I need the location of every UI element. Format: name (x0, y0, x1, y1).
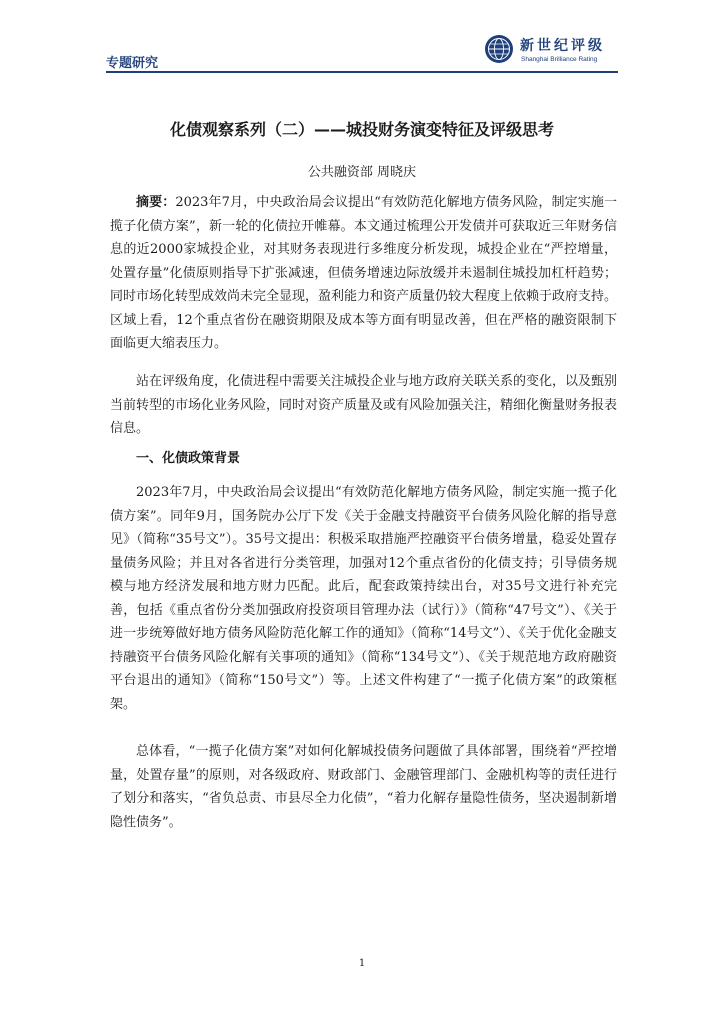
logo-chinese-name: 新世纪评级 (520, 38, 605, 54)
section-heading: 一、化债政策背景 (136, 451, 241, 466)
page-number: 1 (358, 958, 366, 969)
header-divider (106, 71, 618, 73)
brand-logo (484, 32, 612, 66)
abstract-text: 2023年7月，中央政治局会议提出“有效防范化解地方债务风险，制定实施一揽子化债方案”，新一轮的化债拉开帷幕。本文通过梳理公开发债并可获取近三年财务信息的近2000家城投企业，对其财务表现进行多维度分析发现，城投企业在“严控增量，处置存量”化债原则指导下扩张减速，但债务增速边际放缓并未遏制住城投加杠杆趋势；同时市场化转型成效尚未完全显现，盈利能力和资产质量仍较大程度上依赖于政府支持。区域上看，12个重点省份在融资期限及成本等方面有明显改善，但在严格的融资限制下面临更大缩表压力。 (110, 195, 618, 351)
page-header (106, 30, 618, 72)
article-title: 化债观察系列（二）——城投财务演变特征及评级思考 (169, 120, 554, 139)
abstract-label: 摘要： (136, 195, 176, 210)
author-line: 公共融资部 周晓庆 (307, 165, 417, 180)
rating-view-paragraph: 站在评级角度，化债进程中需要关注城投企业与地方政府关联关系的变化，以及甄别当前转型的市场化业务风险，同时对资产质量及或有风险加强关注，精细化衡量财务报表信息。 (110, 374, 618, 436)
abstract-paragraph (110, 191, 617, 356)
globe-emblem-icon (484, 34, 514, 64)
policy-paragraph-2: 总体看，“一揽子化债方案”对如何化解城投债务问题做了具体部署，围绕着“严控增量，处置存量”的原则，对各级政府、财政部门、金融管理部门、金融机构等的责任进行了划分和落实，“省负总责、市县尽全力化债”，“着力化解存量隐性债务，坚决遏制新增隐性债务”。 (110, 744, 617, 830)
logo-english-name: Shanghai Brilliance Rating (521, 56, 598, 63)
section-tag: 专题研究 (106, 56, 159, 71)
policy-paragraph-1: 2023年7月，中央政治局会议提出“有效防范化解地方债务风险，制定实施一揽子化债方案”。同年9月，国务院办公厅下发《关于金融支持融资平台债务风险化解的指导意见》（简称“35号文”）。35号文提出：积极采取措施严控融资平台债务增量，稳妥处置存量债务风险；并且对各省进行分类管理，加强对12个重点省份的化债支持；引导债务规模与地方经济发展和地方财力匹配。此后，配套政策持续出台，对35号文进行补充完善，包括《重点省份分类加强政府投资项目管理办法（试行）》（简称“47号文”）、《关于进一步统筹做好地方债务风险防范化解工作的通知》（简称“14号文”）、《关于优化金融支持融资平台债务风险化解有关事项的通知》（简称“134号文”）、《关于规范地方政府融资平台退出的通知》（简称“150号文”）等。上述文件构建了“一揽子化债方案”的政策框架。 (110, 485, 617, 712)
